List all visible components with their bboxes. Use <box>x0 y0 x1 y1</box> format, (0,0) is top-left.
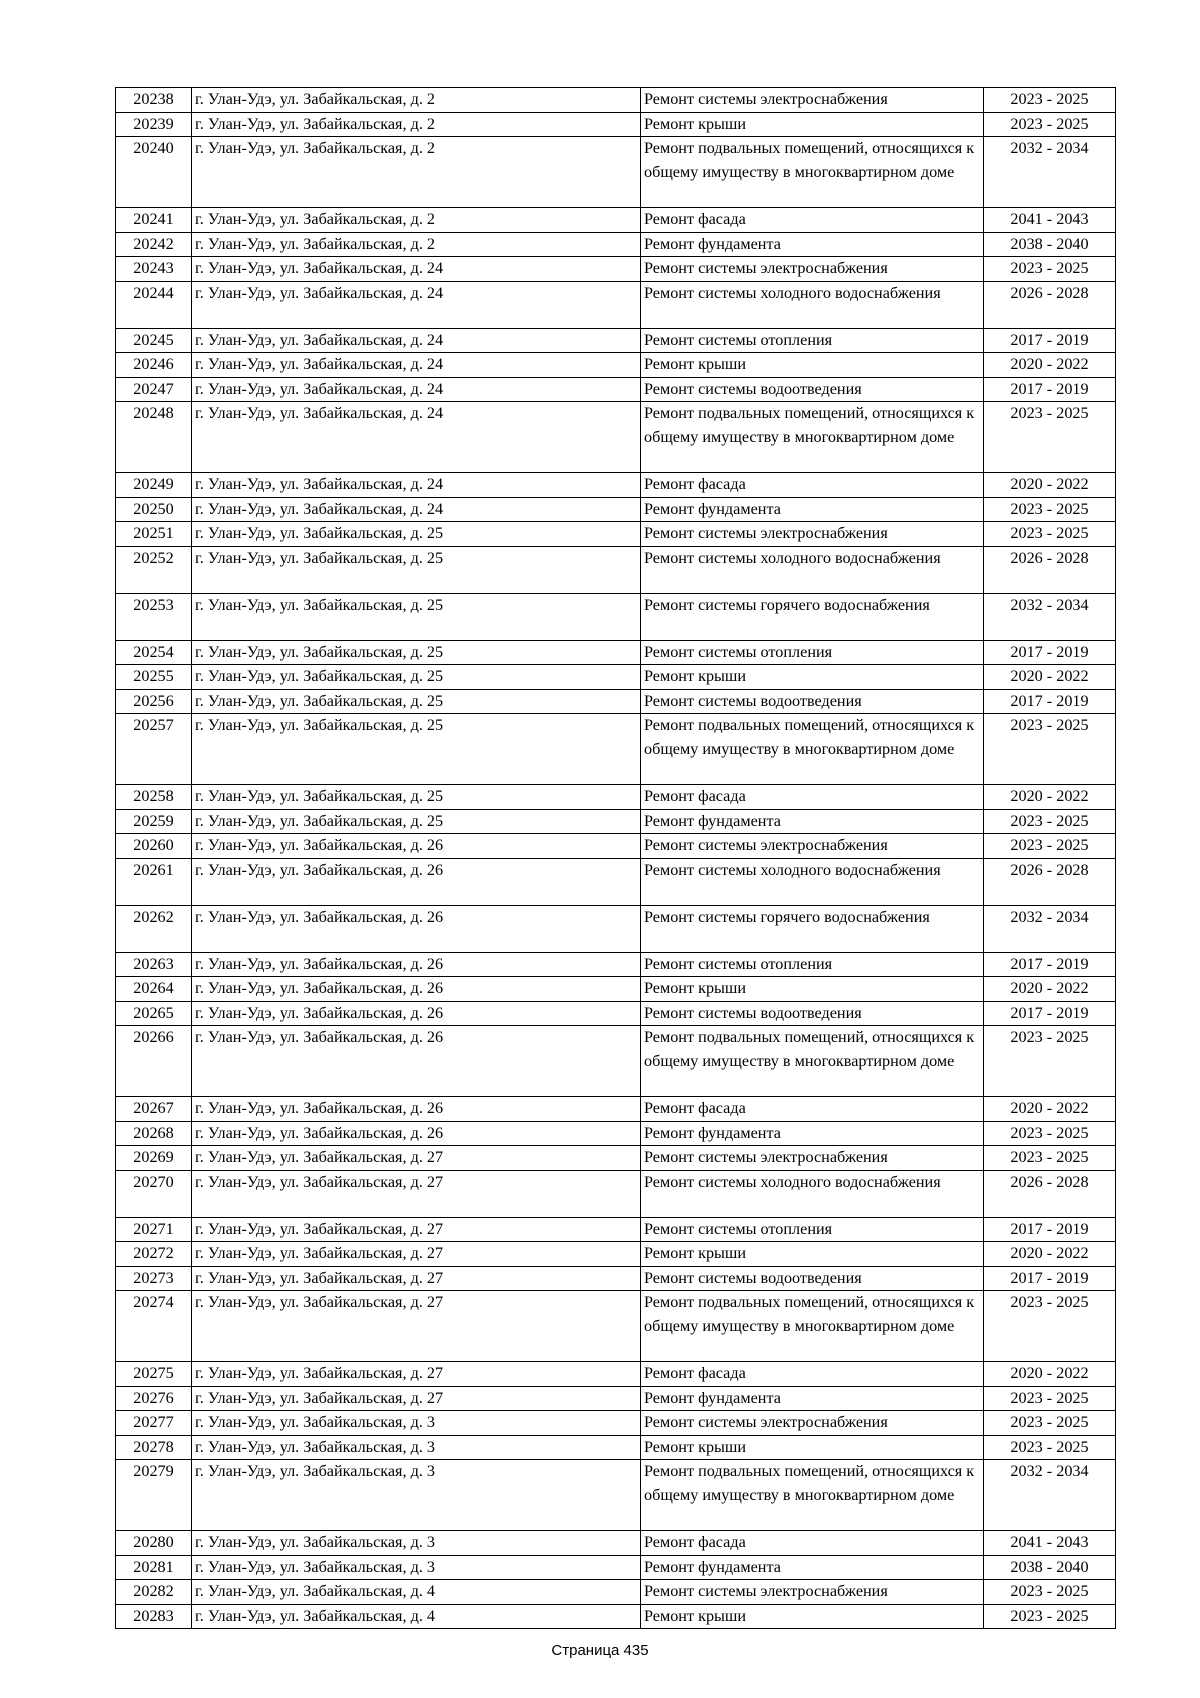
years-cell: 2020 - 2022 <box>984 1242 1116 1267</box>
work-type-cell: Ремонт фундамента <box>641 232 984 257</box>
row-number-cell: 20279 <box>116 1460 192 1531</box>
years-cell: 2038 - 2040 <box>984 1555 1116 1580</box>
table-row <box>116 809 1116 834</box>
table-row <box>116 1097 1116 1122</box>
row-number-cell: 20238 <box>116 88 192 113</box>
work-type-cell: Ремонт крыши <box>641 112 984 137</box>
work-type-cell: Ремонт крыши <box>641 353 984 378</box>
years-cell: 2023 - 2025 <box>984 1604 1116 1629</box>
work-type-cell: Ремонт системы холодного водоснабжения <box>641 1170 984 1217</box>
work-type-cell: Ремонт фундамента <box>641 1121 984 1146</box>
years-cell: 2020 - 2022 <box>984 977 1116 1002</box>
years-cell: 2020 - 2022 <box>984 1097 1116 1122</box>
address-cell: г. Улан-Удэ, ул. Забайкальская, д. 2 <box>192 232 641 257</box>
work-type-cell: Ремонт системы холодного водоснабжения <box>641 546 984 593</box>
address-cell: г. Улан-Удэ, ул. Забайкальская, д. 26 <box>192 905 641 952</box>
years-cell: 2023 - 2025 <box>984 1291 1116 1362</box>
years-cell: 2017 - 2019 <box>984 1217 1116 1242</box>
address-cell: г. Улан-Удэ, ул. Забайкальская, д. 25 <box>192 714 641 785</box>
table-row <box>116 785 1116 810</box>
table-row <box>116 952 1116 977</box>
years-cell: 2023 - 2025 <box>984 112 1116 137</box>
years-cell: 2020 - 2022 <box>984 473 1116 498</box>
table-row <box>116 858 1116 905</box>
address-cell: г. Улан-Удэ, ул. Забайкальская, д. 24 <box>192 328 641 353</box>
row-number-cell: 20251 <box>116 522 192 547</box>
years-cell: 2023 - 2025 <box>984 257 1116 282</box>
years-cell: 2020 - 2022 <box>984 785 1116 810</box>
work-type-cell: Ремонт системы электроснабжения <box>641 1411 984 1436</box>
table-row <box>116 1291 1116 1362</box>
years-cell: 2032 - 2034 <box>984 1460 1116 1531</box>
address-cell: г. Улан-Удэ, ул. Забайкальская, д. 3 <box>192 1531 641 1556</box>
address-cell: г. Улан-Удэ, ул. Забайкальская, д. 2 <box>192 88 641 113</box>
work-type-cell: Ремонт подвальных помещений, относящихся к общему имуществу в многоквартирном доме <box>641 402 984 473</box>
address-cell: г. Улан-Удэ, ул. Забайкальская, д. 27 <box>192 1242 641 1267</box>
address-cell: г. Улан-Удэ, ул. Забайкальская, д. 25 <box>192 665 641 690</box>
years-cell: 2017 - 2019 <box>984 1001 1116 1026</box>
years-cell: 2023 - 2025 <box>984 1026 1116 1097</box>
years-cell: 2023 - 2025 <box>984 1411 1116 1436</box>
row-number-cell: 20264 <box>116 977 192 1002</box>
work-type-cell: Ремонт системы горячего водоснабжения <box>641 905 984 952</box>
table-row <box>116 1460 1116 1531</box>
address-cell: г. Улан-Удэ, ул. Забайкальская, д. 24 <box>192 257 641 282</box>
years-cell: 2023 - 2025 <box>984 522 1116 547</box>
table-row <box>116 1580 1116 1605</box>
address-cell: г. Улан-Удэ, ул. Забайкальская, д. 26 <box>192 1097 641 1122</box>
table-row <box>116 640 1116 665</box>
address-cell: г. Улан-Удэ, ул. Забайкальская, д. 3 <box>192 1555 641 1580</box>
work-type-cell: Ремонт крыши <box>641 1604 984 1629</box>
work-type-cell: Ремонт фасада <box>641 785 984 810</box>
years-cell: 2023 - 2025 <box>984 1580 1116 1605</box>
table-row <box>116 1604 1116 1629</box>
row-number-cell: 20267 <box>116 1097 192 1122</box>
address-cell: г. Улан-Удэ, ул. Забайкальская, д. 27 <box>192 1170 641 1217</box>
row-number-cell: 20277 <box>116 1411 192 1436</box>
row-number-cell: 20245 <box>116 328 192 353</box>
years-cell: 2020 - 2022 <box>984 1362 1116 1387</box>
table-row <box>116 281 1116 328</box>
row-number-cell: 20253 <box>116 593 192 640</box>
row-number-cell: 20271 <box>116 1217 192 1242</box>
address-cell: г. Улан-Удэ, ул. Забайкальская, д. 3 <box>192 1460 641 1531</box>
work-type-cell: Ремонт фасада <box>641 1362 984 1387</box>
years-cell: 2032 - 2034 <box>984 905 1116 952</box>
years-cell: 2020 - 2022 <box>984 353 1116 378</box>
address-cell: г. Улан-Удэ, ул. Забайкальская, д. 2 <box>192 112 641 137</box>
row-number-cell: 20254 <box>116 640 192 665</box>
address-cell: г. Улан-Удэ, ул. Забайкальская, д. 27 <box>192 1291 641 1362</box>
row-number-cell: 20268 <box>116 1121 192 1146</box>
work-type-cell: Ремонт подвальных помещений, относящихся к общему имуществу в многоквартирном доме <box>641 1026 984 1097</box>
address-cell: г. Улан-Удэ, ул. Забайкальская, д. 25 <box>192 689 641 714</box>
years-cell: 2017 - 2019 <box>984 689 1116 714</box>
work-type-cell: Ремонт подвальных помещений, относящихся к общему имуществу в многоквартирном доме <box>641 1291 984 1362</box>
work-type-cell: Ремонт системы отопления <box>641 640 984 665</box>
work-type-cell: Ремонт системы электроснабжения <box>641 88 984 113</box>
years-cell: 2017 - 2019 <box>984 1266 1116 1291</box>
row-number-cell: 20250 <box>116 497 192 522</box>
table-row <box>116 257 1116 282</box>
table-row <box>116 905 1116 952</box>
table-row <box>116 593 1116 640</box>
table-row <box>116 1386 1116 1411</box>
work-type-cell: Ремонт системы отопления <box>641 952 984 977</box>
address-cell: г. Улан-Удэ, ул. Забайкальская, д. 4 <box>192 1580 641 1605</box>
table-row <box>116 1435 1116 1460</box>
years-cell: 2038 - 2040 <box>984 232 1116 257</box>
table-row <box>116 328 1116 353</box>
row-number-cell: 20240 <box>116 137 192 208</box>
table-row <box>116 88 1116 113</box>
row-number-cell: 20258 <box>116 785 192 810</box>
page-number: Страница 435 <box>551 1642 649 1659</box>
address-cell: г. Улан-Удэ, ул. Забайкальская, д. 3 <box>192 1435 641 1460</box>
table-row <box>116 497 1116 522</box>
table-row <box>116 402 1116 473</box>
work-type-cell: Ремонт фасада <box>641 208 984 233</box>
work-type-cell: Ремонт системы электроснабжения <box>641 834 984 859</box>
address-cell: г. Улан-Удэ, ул. Забайкальская, д. 25 <box>192 785 641 810</box>
address-cell: г. Улан-Удэ, ул. Забайкальская, д. 26 <box>192 1001 641 1026</box>
work-type-cell: Ремонт крыши <box>641 665 984 690</box>
row-number-cell: 20270 <box>116 1170 192 1217</box>
table-row <box>116 689 1116 714</box>
row-number-cell: 20280 <box>116 1531 192 1556</box>
table-row <box>116 1170 1116 1217</box>
work-type-cell: Ремонт системы электроснабжения <box>641 1146 984 1171</box>
row-number-cell: 20283 <box>116 1604 192 1629</box>
work-type-cell: Ремонт подвальных помещений, относящихся к общему имуществу в многоквартирном доме <box>641 714 984 785</box>
table-row <box>116 1531 1116 1556</box>
row-number-cell: 20278 <box>116 1435 192 1460</box>
row-number-cell: 20247 <box>116 377 192 402</box>
row-number-cell: 20260 <box>116 834 192 859</box>
table-row <box>116 1266 1116 1291</box>
row-number-cell: 20263 <box>116 952 192 977</box>
address-cell: г. Улан-Удэ, ул. Забайкальская, д. 26 <box>192 977 641 1002</box>
address-cell: г. Улан-Удэ, ул. Забайкальская, д. 26 <box>192 1026 641 1097</box>
address-cell: г. Улан-Удэ, ул. Забайкальская, д. 27 <box>192 1146 641 1171</box>
years-cell: 2017 - 2019 <box>984 640 1116 665</box>
years-cell: 2026 - 2028 <box>984 546 1116 593</box>
years-cell: 2023 - 2025 <box>984 88 1116 113</box>
address-cell: г. Улан-Удэ, ул. Забайкальская, д. 24 <box>192 497 641 522</box>
address-cell: г. Улан-Удэ, ул. Забайкальская, д. 26 <box>192 834 641 859</box>
row-number-cell: 20274 <box>116 1291 192 1362</box>
address-cell: г. Улан-Удэ, ул. Забайкальская, д. 27 <box>192 1386 641 1411</box>
table-row <box>116 977 1116 1002</box>
work-type-cell: Ремонт системы электроснабжения <box>641 257 984 282</box>
address-cell: г. Улан-Удэ, ул. Забайкальская, д. 24 <box>192 377 641 402</box>
years-cell: 2017 - 2019 <box>984 328 1116 353</box>
row-number-cell: 20265 <box>116 1001 192 1026</box>
row-number-cell: 20272 <box>116 1242 192 1267</box>
work-type-cell: Ремонт фасада <box>641 473 984 498</box>
address-cell: г. Улан-Удэ, ул. Забайкальская, д. 26 <box>192 858 641 905</box>
row-number-cell: 20255 <box>116 665 192 690</box>
table-row <box>116 1242 1116 1267</box>
document-table-container <box>115 87 1115 1629</box>
row-number-cell: 20248 <box>116 402 192 473</box>
work-type-cell: Ремонт подвальных помещений, относящихся к общему имуществу в многоквартирном доме <box>641 137 984 208</box>
work-type-cell: Ремонт системы отопления <box>641 328 984 353</box>
row-number-cell: 20256 <box>116 689 192 714</box>
work-type-cell: Ремонт фундамента <box>641 809 984 834</box>
row-number-cell: 20262 <box>116 905 192 952</box>
address-cell: г. Улан-Удэ, ул. Забайкальская, д. 3 <box>192 1411 641 1436</box>
work-type-cell: Ремонт системы водоотведения <box>641 689 984 714</box>
work-type-cell: Ремонт фундамента <box>641 1386 984 1411</box>
work-type-cell: Ремонт системы водоотведения <box>641 1001 984 1026</box>
row-number-cell: 20249 <box>116 473 192 498</box>
row-number-cell: 20281 <box>116 1555 192 1580</box>
address-cell: г. Улан-Удэ, ул. Забайкальская, д. 24 <box>192 402 641 473</box>
address-cell: г. Улан-Удэ, ул. Забайкальская, д. 27 <box>192 1362 641 1387</box>
repair-schedule-table <box>115 87 1116 1629</box>
table-row <box>116 353 1116 378</box>
table-row <box>116 1121 1116 1146</box>
years-cell: 2041 - 2043 <box>984 208 1116 233</box>
table-row <box>116 112 1116 137</box>
address-cell: г. Улан-Удэ, ул. Забайкальская, д. 25 <box>192 546 641 593</box>
table-row <box>116 546 1116 593</box>
row-number-cell: 20273 <box>116 1266 192 1291</box>
table-row <box>116 1217 1116 1242</box>
row-number-cell: 20269 <box>116 1146 192 1171</box>
work-type-cell: Ремонт крыши <box>641 977 984 1002</box>
work-type-cell: Ремонт системы водоотведения <box>641 377 984 402</box>
work-type-cell: Ремонт фасада <box>641 1097 984 1122</box>
address-cell: г. Улан-Удэ, ул. Забайкальская, д. 26 <box>192 952 641 977</box>
table-body <box>116 88 1116 1629</box>
work-type-cell: Ремонт системы электроснабжения <box>641 1580 984 1605</box>
row-number-cell: 20276 <box>116 1386 192 1411</box>
row-number-cell: 20242 <box>116 232 192 257</box>
row-number-cell: 20243 <box>116 257 192 282</box>
work-type-cell: Ремонт фундамента <box>641 497 984 522</box>
years-cell: 2017 - 2019 <box>984 377 1116 402</box>
years-cell: 2017 - 2019 <box>984 952 1116 977</box>
years-cell: 2023 - 2025 <box>984 1435 1116 1460</box>
years-cell: 2023 - 2025 <box>984 834 1116 859</box>
address-cell: г. Улан-Удэ, ул. Забайкальская, д. 2 <box>192 137 641 208</box>
row-number-cell: 20241 <box>116 208 192 233</box>
years-cell: 2032 - 2034 <box>984 593 1116 640</box>
row-number-cell: 20239 <box>116 112 192 137</box>
work-type-cell: Ремонт системы электроснабжения <box>641 522 984 547</box>
work-type-cell: Ремонт системы холодного водоснабжения <box>641 281 984 328</box>
table-row <box>116 208 1116 233</box>
address-cell: г. Улан-Удэ, ул. Забайкальская, д. 2 <box>192 208 641 233</box>
years-cell: 2026 - 2028 <box>984 1170 1116 1217</box>
work-type-cell: Ремонт системы водоотведения <box>641 1266 984 1291</box>
work-type-cell: Ремонт крыши <box>641 1242 984 1267</box>
row-number-cell: 20261 <box>116 858 192 905</box>
table-row <box>116 1146 1116 1171</box>
address-cell: г. Улан-Удэ, ул. Забайкальская, д. 25 <box>192 593 641 640</box>
years-cell: 2041 - 2043 <box>984 1531 1116 1556</box>
row-number-cell: 20259 <box>116 809 192 834</box>
work-type-cell: Ремонт крыши <box>641 1435 984 1460</box>
address-cell: г. Улан-Удэ, ул. Забайкальская, д. 25 <box>192 522 641 547</box>
address-cell: г. Улан-Удэ, ул. Забайкальская, д. 27 <box>192 1217 641 1242</box>
row-number-cell: 20244 <box>116 281 192 328</box>
years-cell: 2023 - 2025 <box>984 497 1116 522</box>
address-cell: г. Улан-Удэ, ул. Забайкальская, д. 26 <box>192 1121 641 1146</box>
years-cell: 2023 - 2025 <box>984 714 1116 785</box>
years-cell: 2023 - 2025 <box>984 402 1116 473</box>
table-row <box>116 473 1116 498</box>
address-cell: г. Улан-Удэ, ул. Забайкальская, д. 25 <box>192 809 641 834</box>
years-cell: 2023 - 2025 <box>984 1121 1116 1146</box>
row-number-cell: 20246 <box>116 353 192 378</box>
years-cell: 2023 - 2025 <box>984 1146 1116 1171</box>
address-cell: г. Улан-Удэ, ул. Забайкальская, д. 24 <box>192 353 641 378</box>
table-row <box>116 1411 1116 1436</box>
table-row <box>116 834 1116 859</box>
address-cell: г. Улан-Удэ, ул. Забайкальская, д. 4 <box>192 1604 641 1629</box>
years-cell: 2023 - 2025 <box>984 1386 1116 1411</box>
table-row <box>116 522 1116 547</box>
years-cell: 2023 - 2025 <box>984 809 1116 834</box>
table-row <box>116 1555 1116 1580</box>
table-row <box>116 1362 1116 1387</box>
work-type-cell: Ремонт системы горячего водоснабжения <box>641 593 984 640</box>
table-row <box>116 377 1116 402</box>
row-number-cell: 20252 <box>116 546 192 593</box>
work-type-cell: Ремонт фасада <box>641 1531 984 1556</box>
years-cell: 2026 - 2028 <box>984 281 1116 328</box>
address-cell: г. Улан-Удэ, ул. Забайкальская, д. 27 <box>192 1266 641 1291</box>
table-row <box>116 1026 1116 1097</box>
address-cell: г. Улан-Удэ, ул. Забайкальская, д. 24 <box>192 473 641 498</box>
table-row <box>116 665 1116 690</box>
address-cell: г. Улан-Удэ, ул. Забайкальская, д. 24 <box>192 281 641 328</box>
work-type-cell: Ремонт фундамента <box>641 1555 984 1580</box>
work-type-cell: Ремонт подвальных помещений, относящихся к общему имуществу в многоквартирном доме <box>641 1460 984 1531</box>
years-cell: 2020 - 2022 <box>984 665 1116 690</box>
years-cell: 2026 - 2028 <box>984 858 1116 905</box>
table-row <box>116 714 1116 785</box>
table-row <box>116 137 1116 208</box>
table-row <box>116 1001 1116 1026</box>
row-number-cell: 20257 <box>116 714 192 785</box>
years-cell: 2032 - 2034 <box>984 137 1116 208</box>
work-type-cell: Ремонт системы отопления <box>641 1217 984 1242</box>
row-number-cell: 20275 <box>116 1362 192 1387</box>
row-number-cell: 20266 <box>116 1026 192 1097</box>
table-row <box>116 232 1116 257</box>
work-type-cell: Ремонт системы холодного водоснабжения <box>641 858 984 905</box>
address-cell: г. Улан-Удэ, ул. Забайкальская, д. 25 <box>192 640 641 665</box>
row-number-cell: 20282 <box>116 1580 192 1605</box>
